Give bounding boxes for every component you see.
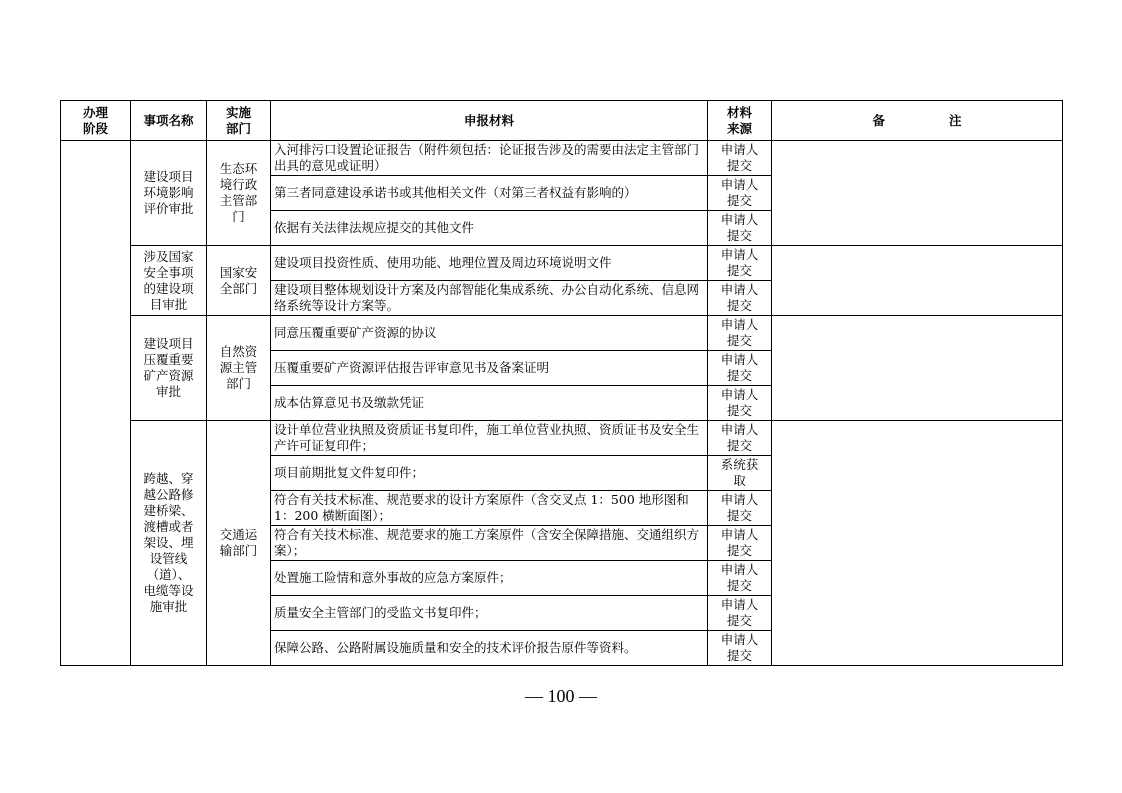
- source-cell: 申请人 提交: [708, 141, 772, 176]
- material-cell: 压覆重要矿产资源评估报告评审意见书及备案证明: [271, 351, 708, 386]
- source-cell: 申请人 提交: [708, 176, 772, 211]
- header-stage: 办理 阶段: [61, 101, 131, 141]
- material-cell: 符合有关技术标准、规范要求的设计方案原件（含交叉点 1：500 地形图和 1：200 横断面图）；: [271, 491, 708, 526]
- material-cell: 符合有关技术标准、规范要求的施工方案原件（含安全保障措施、交通组织方案）；: [271, 526, 708, 561]
- material-cell: 设计单位营业执照及资质证书复印件，施工单位营业执照、资质证书及安全生产许可证复印件；: [271, 421, 708, 456]
- page-number: — 100 —: [525, 686, 597, 706]
- source-cell: 申请人 提交: [708, 421, 772, 456]
- remarks-cell: [772, 141, 1063, 246]
- item-name-cell: 建设项目 压覆重要 矿产资源 审批: [131, 316, 207, 421]
- remarks-cell: [772, 316, 1063, 421]
- table-header-row: [61, 101, 1063, 141]
- item-name-cell: 建设项目 环境影响 评价审批: [131, 141, 207, 246]
- item-name-cell: 跨越、穿 越公路修 建桥梁、 渡槽或者 架设、埋 设管线 （道）、 电缆等设 施审批: [131, 421, 207, 666]
- table-row: [61, 421, 1063, 456]
- source-cell: 申请人 提交: [708, 281, 772, 316]
- department-cell: 自然资 源主管 部门: [207, 316, 271, 421]
- remarks-cell: [772, 421, 1063, 666]
- source-cell: 申请人 提交: [708, 351, 772, 386]
- stage-cell: [61, 141, 131, 666]
- remarks-cell: [772, 246, 1063, 316]
- source-cell: 申请人 提交: [708, 596, 772, 631]
- department-cell: 交通运 输部门: [207, 421, 271, 666]
- material-cell: 处置施工险情和意外事故的应急方案原件；: [271, 561, 708, 596]
- material-cell: 依据有关法律法规应提交的其他文件: [271, 211, 708, 246]
- source-cell: 申请人 提交: [708, 316, 772, 351]
- table-row: [61, 141, 1063, 176]
- source-cell: 申请人 提交: [708, 386, 772, 421]
- material-cell: 保障公路、公路附属设施质量和安全的技术评价报告原件等资料。: [271, 631, 708, 666]
- table-row: [61, 246, 1063, 281]
- material-cell: 建设项目投资性质、使用功能、地理位置及周边环境说明文件: [271, 246, 708, 281]
- source-cell: 申请人 提交: [708, 561, 772, 596]
- header-materials: 申报材料: [271, 101, 708, 141]
- material-cell: 质量安全主管部门的受监文书复印件；: [271, 596, 708, 631]
- department-cell: 国家安 全部门: [207, 246, 271, 316]
- source-cell: 申请人 提交: [708, 526, 772, 561]
- department-cell: 生态环 境行政 主管部 门: [207, 141, 271, 246]
- header-item-name: 事项名称: [131, 101, 207, 141]
- item-name-cell: 涉及国家 安全事项 的建设项 目审批: [131, 246, 207, 316]
- material-cell: 建设项目整体规划设计方案及内部智能化集成系统、办公自动化系统、信息网络系统等设计方案等。: [271, 281, 708, 316]
- header-source: 材料 来源: [708, 101, 772, 141]
- header-department: 实施 部门: [207, 101, 271, 141]
- source-cell: 系统获 取: [708, 456, 772, 491]
- material-cell: 同意压覆重要矿产资源的协议: [271, 316, 708, 351]
- source-cell: 申请人 提交: [708, 631, 772, 666]
- source-cell: 申请人 提交: [708, 491, 772, 526]
- source-cell: 申请人 提交: [708, 211, 772, 246]
- source-cell: 申请人 提交: [708, 246, 772, 281]
- material-cell: 第三者同意建设承诺书或其他相关文件（对第三者权益有影响的）: [271, 176, 708, 211]
- table-row: [61, 316, 1063, 351]
- material-cell: 项目前期批复文件复印件；: [271, 456, 708, 491]
- material-cell: 入河排污口设置论证报告（附件须包括：论证报告涉及的需要由法定主管部门出具的意见或证明）: [271, 141, 708, 176]
- approval-materials-table: [60, 100, 1063, 666]
- material-cell: 成本估算意见书及缴款凭证: [271, 386, 708, 421]
- header-remarks: 备 注: [772, 101, 1063, 141]
